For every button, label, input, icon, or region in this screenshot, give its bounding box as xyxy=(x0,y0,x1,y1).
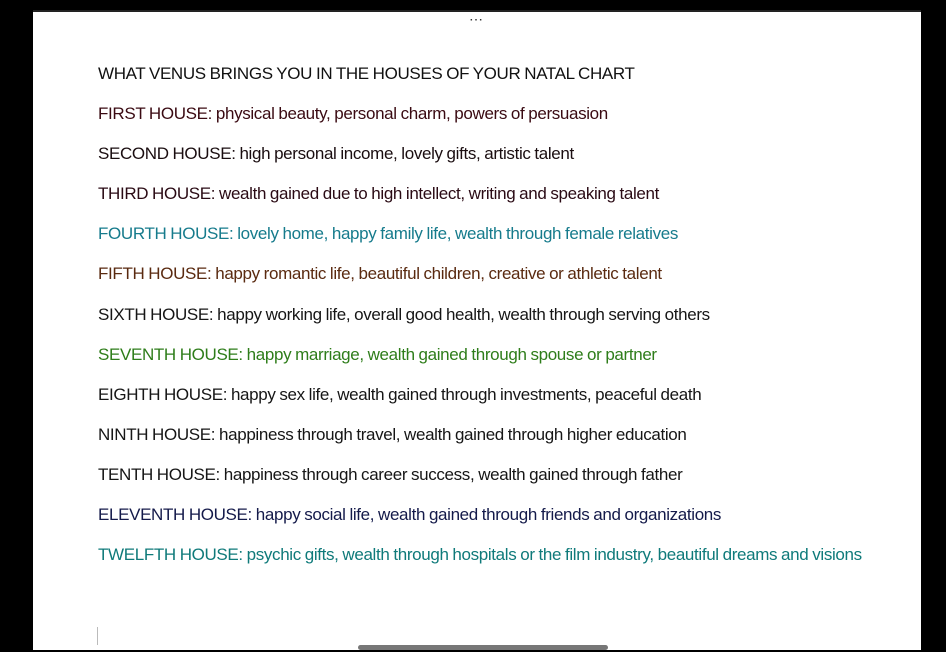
document-content xyxy=(98,64,898,585)
top-bar xyxy=(32,0,922,10)
house-line: ELEVENTH HOUSE: happy social life, wealth gained through friends and organizations xyxy=(98,505,722,525)
house-line: SIXTH HOUSE: happy working life, overall good health, wealth through serving others xyxy=(98,304,710,324)
house-line: TENTH HOUSE: happiness through career success, wealth gained through father xyxy=(98,464,683,484)
house-line: FOURTH HOUSE: lovely home, happy family life, wealth through female relatives xyxy=(98,224,678,244)
house-line: FIRST HOUSE: physical beauty, personal charm, powers of persuasion xyxy=(98,104,608,124)
house-line: SECOND HOUSE: high personal income, lovely gifts, artistic talent xyxy=(98,144,574,164)
document-title: WHAT VENUS BRINGS YOU IN THE HOUSES OF YOUR NATAL CHART xyxy=(98,64,635,83)
house-line: THIRD HOUSE: wealth gained due to high intellect, writing and speaking talent xyxy=(98,184,659,204)
document-page xyxy=(33,10,921,650)
house-line: TWELFTH HOUSE: psychic gifts, wealth through hospitals or the film industry, beautiful dreams and visions xyxy=(98,545,862,565)
house-line: FIFTH HOUSE: happy romantic life, beautiful children, creative or athletic talent xyxy=(98,264,662,284)
house-line: NINTH HOUSE: happiness through travel, wealth gained through higher education xyxy=(98,424,687,444)
horizontal-scrollbar[interactable] xyxy=(358,645,608,650)
house-line: SEVENTH HOUSE: happy marriage, wealth gained through spouse or partner xyxy=(98,344,657,364)
house-line: EIGHTH HOUSE: happy sex life, wealth gained through investments, peaceful death xyxy=(98,384,702,404)
text-cursor xyxy=(97,627,98,645)
more-options-icon[interactable]: ⋯ xyxy=(469,11,484,27)
